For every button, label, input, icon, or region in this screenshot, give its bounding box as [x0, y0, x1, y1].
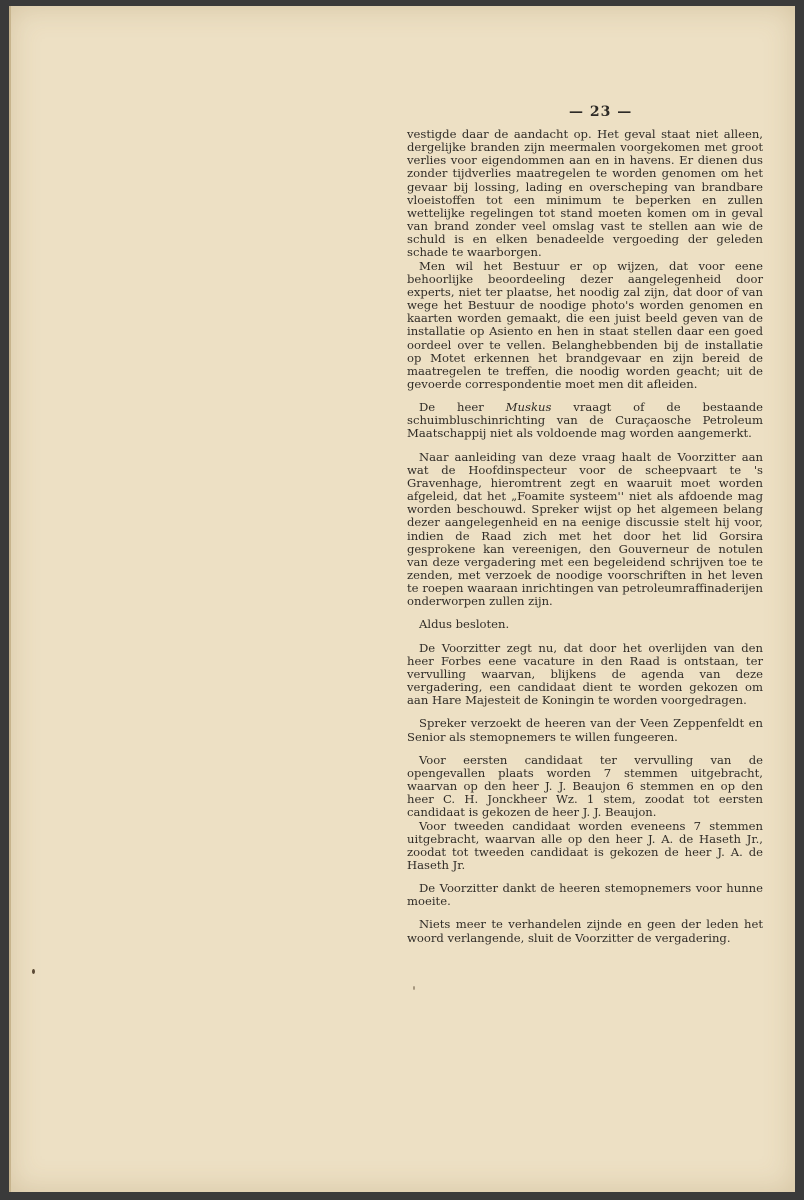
paragraph-thanks: De Voorzitter dankt de heeren stemopnemers voor hunne moeite. [407, 881, 763, 909]
paper-speck [413, 986, 415, 990]
text-column [407, 128, 763, 945]
speaker-name: Muskus [505, 400, 552, 415]
paragraph-muskus: De heer Muskus vraagt of de bestaande schuimbluschinrichting van de Curaçaosche Petroleum Maatschappij niet als voldoende mag worden aangemerkt. [407, 400, 763, 441]
paragraph-fire-hazard: vestigde daar de aandacht op. Het geval staat niet alleen, dergelijke branden zijn meermalen voorgekomen met groot verlies voor eigendommen aan en in havens. Er dienen dus zonder tijdverlies maatregelen te worden genomen om het gevaar bij lossing, lading en overscheping van brandbare vloeistoffen tot een minimum te beperken en zullen wettelijke regelingen tot stand moeten komen om in geval van brand zonder veel omslag vast te stellen aan wie de schuld is en elken benadeelde vergoeding der geleden schade te waarborgen. [407, 127, 763, 260]
paragraph-voorzitter-reply: Naar aanleiding van deze vraag haalt de Voorzitter aan wat de Hoofdinspecteur voor de scheepvaart te 's Gravenhage, hieromtrent zegt en waaruit moet worden afgeleid, dat het „Foamite systeem'' niet als afdoende mag worden beschouwd. Spreker wijst op het algemeen belang dezer aangelegenheid en na eenige discussie stelt hij voor, indien de Raad zich met het door het lid Gorsira gesprokene kan vereenigen, den Gouverneur de notulen van deze vergadering met een begeleidend schrijven toe te zenden, met verzoek de noodige voorschriften in het leven te roepen waaraan inrichtingen van petroleumraffinaderijen onderworpen zullen zijn. [407, 449, 763, 609]
paragraph-vacancy: De Voorzitter zegt nu, dat door het overlijden van den heer Forbes eene vacature in den Raad is ontstaan, ter vervulling waarvan, blijkens de agenda van deze vergadering, een candidaat dient te worden gekozen om aan Hare Majesteit de Koningin te worden voorgedragen. [407, 640, 763, 708]
paragraph-decided: Aldus besloten. [419, 617, 510, 632]
paragraph-vote-counters: Spreker verzoekt de heeren van der Veen Zeppenfeldt en Senior als stemopnemers te willen fungeeren. [407, 716, 763, 744]
paragraph-second-candidate: Voor tweeden candidaat worden eveneens 7 stemmen uitgebracht, waarvan alle op den heer J. A. de Haseth Jr., zoodat tot tweeden candidaat is gekozen de heer J. A. de Haseth Jr. [407, 818, 763, 872]
paragraph-bestuur: Men wil het Bestuur er op wijzen, dat voor eene behoorlijke beoordeeling dezer aangelegenheid door experts, niet ter plaatse, het noodig zal zijn, dat door of van wege het Bestuur de noodige photo's worden genomen en kaarten worden gemaakt, die een juist beeld geven van de installatie op Asiento en hen in staat stellen daar een goed oordeel over te vellen. Belanghebbenden bij de installatie op Motet erkennen het brandgevaar en zijn bereid de maatregelen te treffen, die noodig worden geacht; uit de gevoerde correspondentie moet men dit afleiden. [407, 258, 763, 391]
paper-speck [32, 969, 35, 974]
page-number: — 23 — [569, 104, 633, 120]
paragraph-closing: Niets meer te verhandelen zijnde en geen der leden het woord verlangende, sluit de Voorzitter de vergadering. [407, 917, 763, 945]
document-page [9, 6, 795, 1192]
paragraph-first-candidate: Voor eersten candidaat ter vervulling van de opengevallen plaats worden 7 stemmen uitgebracht, waarvan op den heer J. J. Beaujon 6 stemmen en op den heer C. H. Jonckheer Wz. 1 stem, zoodat tot eersten candidaat is gekozen de heer J. J. Beaujon. [407, 752, 763, 820]
page-fold-edge [9, 6, 11, 1192]
